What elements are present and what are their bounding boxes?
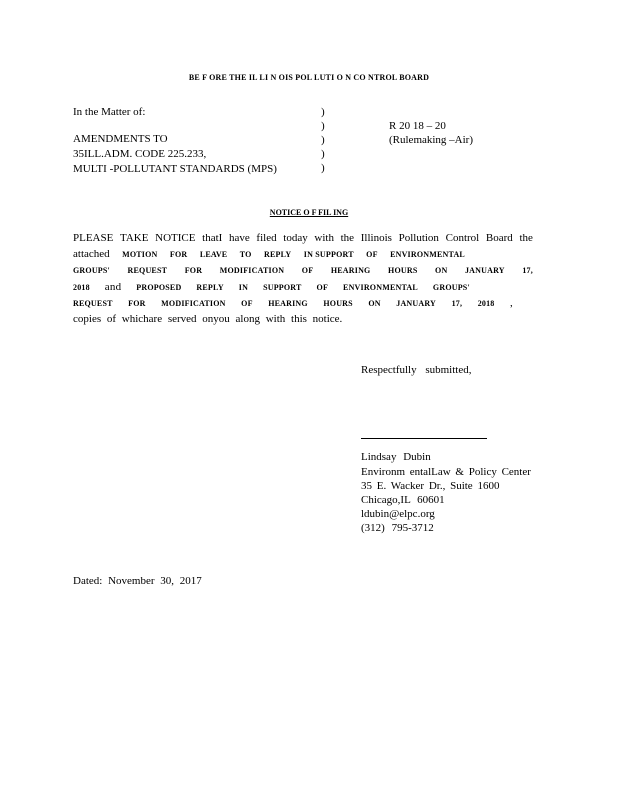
word: thatI: [202, 232, 223, 244]
notice-line-5: [73, 297, 513, 309]
word: the: [340, 232, 355, 244]
word: 2018: [73, 283, 90, 292]
word: IN SUPPORT: [303, 250, 354, 259]
word: HOURS: [388, 266, 418, 275]
notice-line-3: [73, 266, 533, 275]
word: HEARING: [330, 266, 371, 275]
word: today: [283, 232, 308, 244]
docket-type: (Rulemaking –Air): [389, 134, 474, 146]
word: MODIFICATION: [161, 299, 226, 308]
word: TAKE: [120, 232, 149, 244]
word: Illinois: [360, 232, 392, 244]
docket-number: R 20 18 – 20: [389, 120, 446, 132]
word: OF: [301, 266, 314, 275]
word: REQUEST: [73, 299, 113, 308]
word: OF: [241, 299, 253, 308]
word: ,: [510, 297, 513, 309]
signer-city: Chicago,IL 60601: [361, 494, 445, 506]
word: REPLY: [196, 283, 224, 292]
word: and: [104, 281, 122, 293]
in-the-matter-label: In the Matter of:: [73, 106, 146, 118]
word: TO: [239, 250, 252, 259]
word: FOR: [169, 250, 188, 259]
word: LEAVE: [199, 250, 228, 259]
dated-line: Dated: November 30, 2017: [73, 575, 202, 587]
word: REQUEST: [127, 266, 168, 275]
word: JANUARY: [464, 266, 505, 275]
word: MOTION: [122, 250, 158, 259]
word: JANUARY: [396, 299, 437, 308]
signer-phone: (312) 795-3712: [361, 522, 434, 534]
word: PLEASE: [73, 232, 114, 244]
word: Pollution: [398, 232, 439, 244]
word: ENVIRONMENTAL: [390, 250, 465, 259]
word: attached: [73, 248, 110, 260]
word: Board: [485, 232, 513, 244]
board-title: [0, 73, 618, 82]
word: GROUPS': [432, 283, 470, 292]
signature-line: [361, 438, 487, 439]
signer-email: ldubin@elpc.org: [361, 508, 435, 520]
signer-organization: Environm entalLaw & Policy Center: [361, 466, 531, 478]
word: OF: [366, 250, 378, 259]
word: ON: [435, 266, 448, 275]
word: Control: [445, 232, 480, 244]
closing: Respectfully submitted,: [361, 364, 472, 376]
caption-paren: ): [321, 106, 325, 118]
word: ON: [368, 299, 381, 308]
word: FOR: [128, 299, 146, 308]
caption-paren: ): [321, 148, 325, 160]
caption-paren: ): [321, 120, 325, 132]
code-line: 35ILL.ADM. CODE 225.233,: [73, 148, 207, 160]
caption-paren: ): [321, 134, 325, 146]
amendments-line: AMENDMENTS TO: [73, 133, 168, 145]
word: MODIFICATION: [219, 266, 285, 275]
notice-line-1: [73, 232, 533, 244]
word: with: [314, 232, 334, 244]
word: OF: [316, 283, 329, 292]
word: NOTICE: [155, 232, 196, 244]
word: filed: [256, 232, 277, 244]
word: ENVIRONMENTAL: [343, 283, 418, 292]
caption-paren: ): [321, 162, 325, 174]
word: IN: [238, 283, 249, 292]
word: HOURS: [323, 299, 353, 308]
word: have: [228, 232, 250, 244]
word: 17,: [451, 299, 463, 308]
signer-street: 35 E. Wacker Dr., Suite 1600: [361, 480, 500, 492]
word: SUPPORT: [263, 283, 302, 292]
word: 2018: [477, 299, 495, 308]
board-title-text: BE F ORE THE IL LI N OIS POL LUTI O N CO NTROL BOARD: [188, 73, 430, 82]
notice-heading-text: NOTICE O F FIL ING: [269, 208, 349, 217]
signer-name: Lindsay Dubin: [361, 451, 431, 463]
word: FOR: [184, 266, 203, 275]
notice-line-2: [73, 248, 465, 260]
word: REPLY: [263, 250, 292, 259]
word: the: [519, 232, 533, 244]
notice-heading: [0, 206, 618, 218]
standards-line: MULTI -POLLUTANT STANDARDS (MPS): [73, 163, 277, 175]
word: HEARING: [268, 299, 308, 308]
notice-line-6: copies of whichare served onyou along with this notice.: [73, 313, 343, 325]
word: PROPOSED: [136, 283, 182, 292]
word: 17,: [522, 266, 533, 275]
notice-line-4: [73, 281, 470, 293]
word: GROUPS': [73, 266, 110, 275]
